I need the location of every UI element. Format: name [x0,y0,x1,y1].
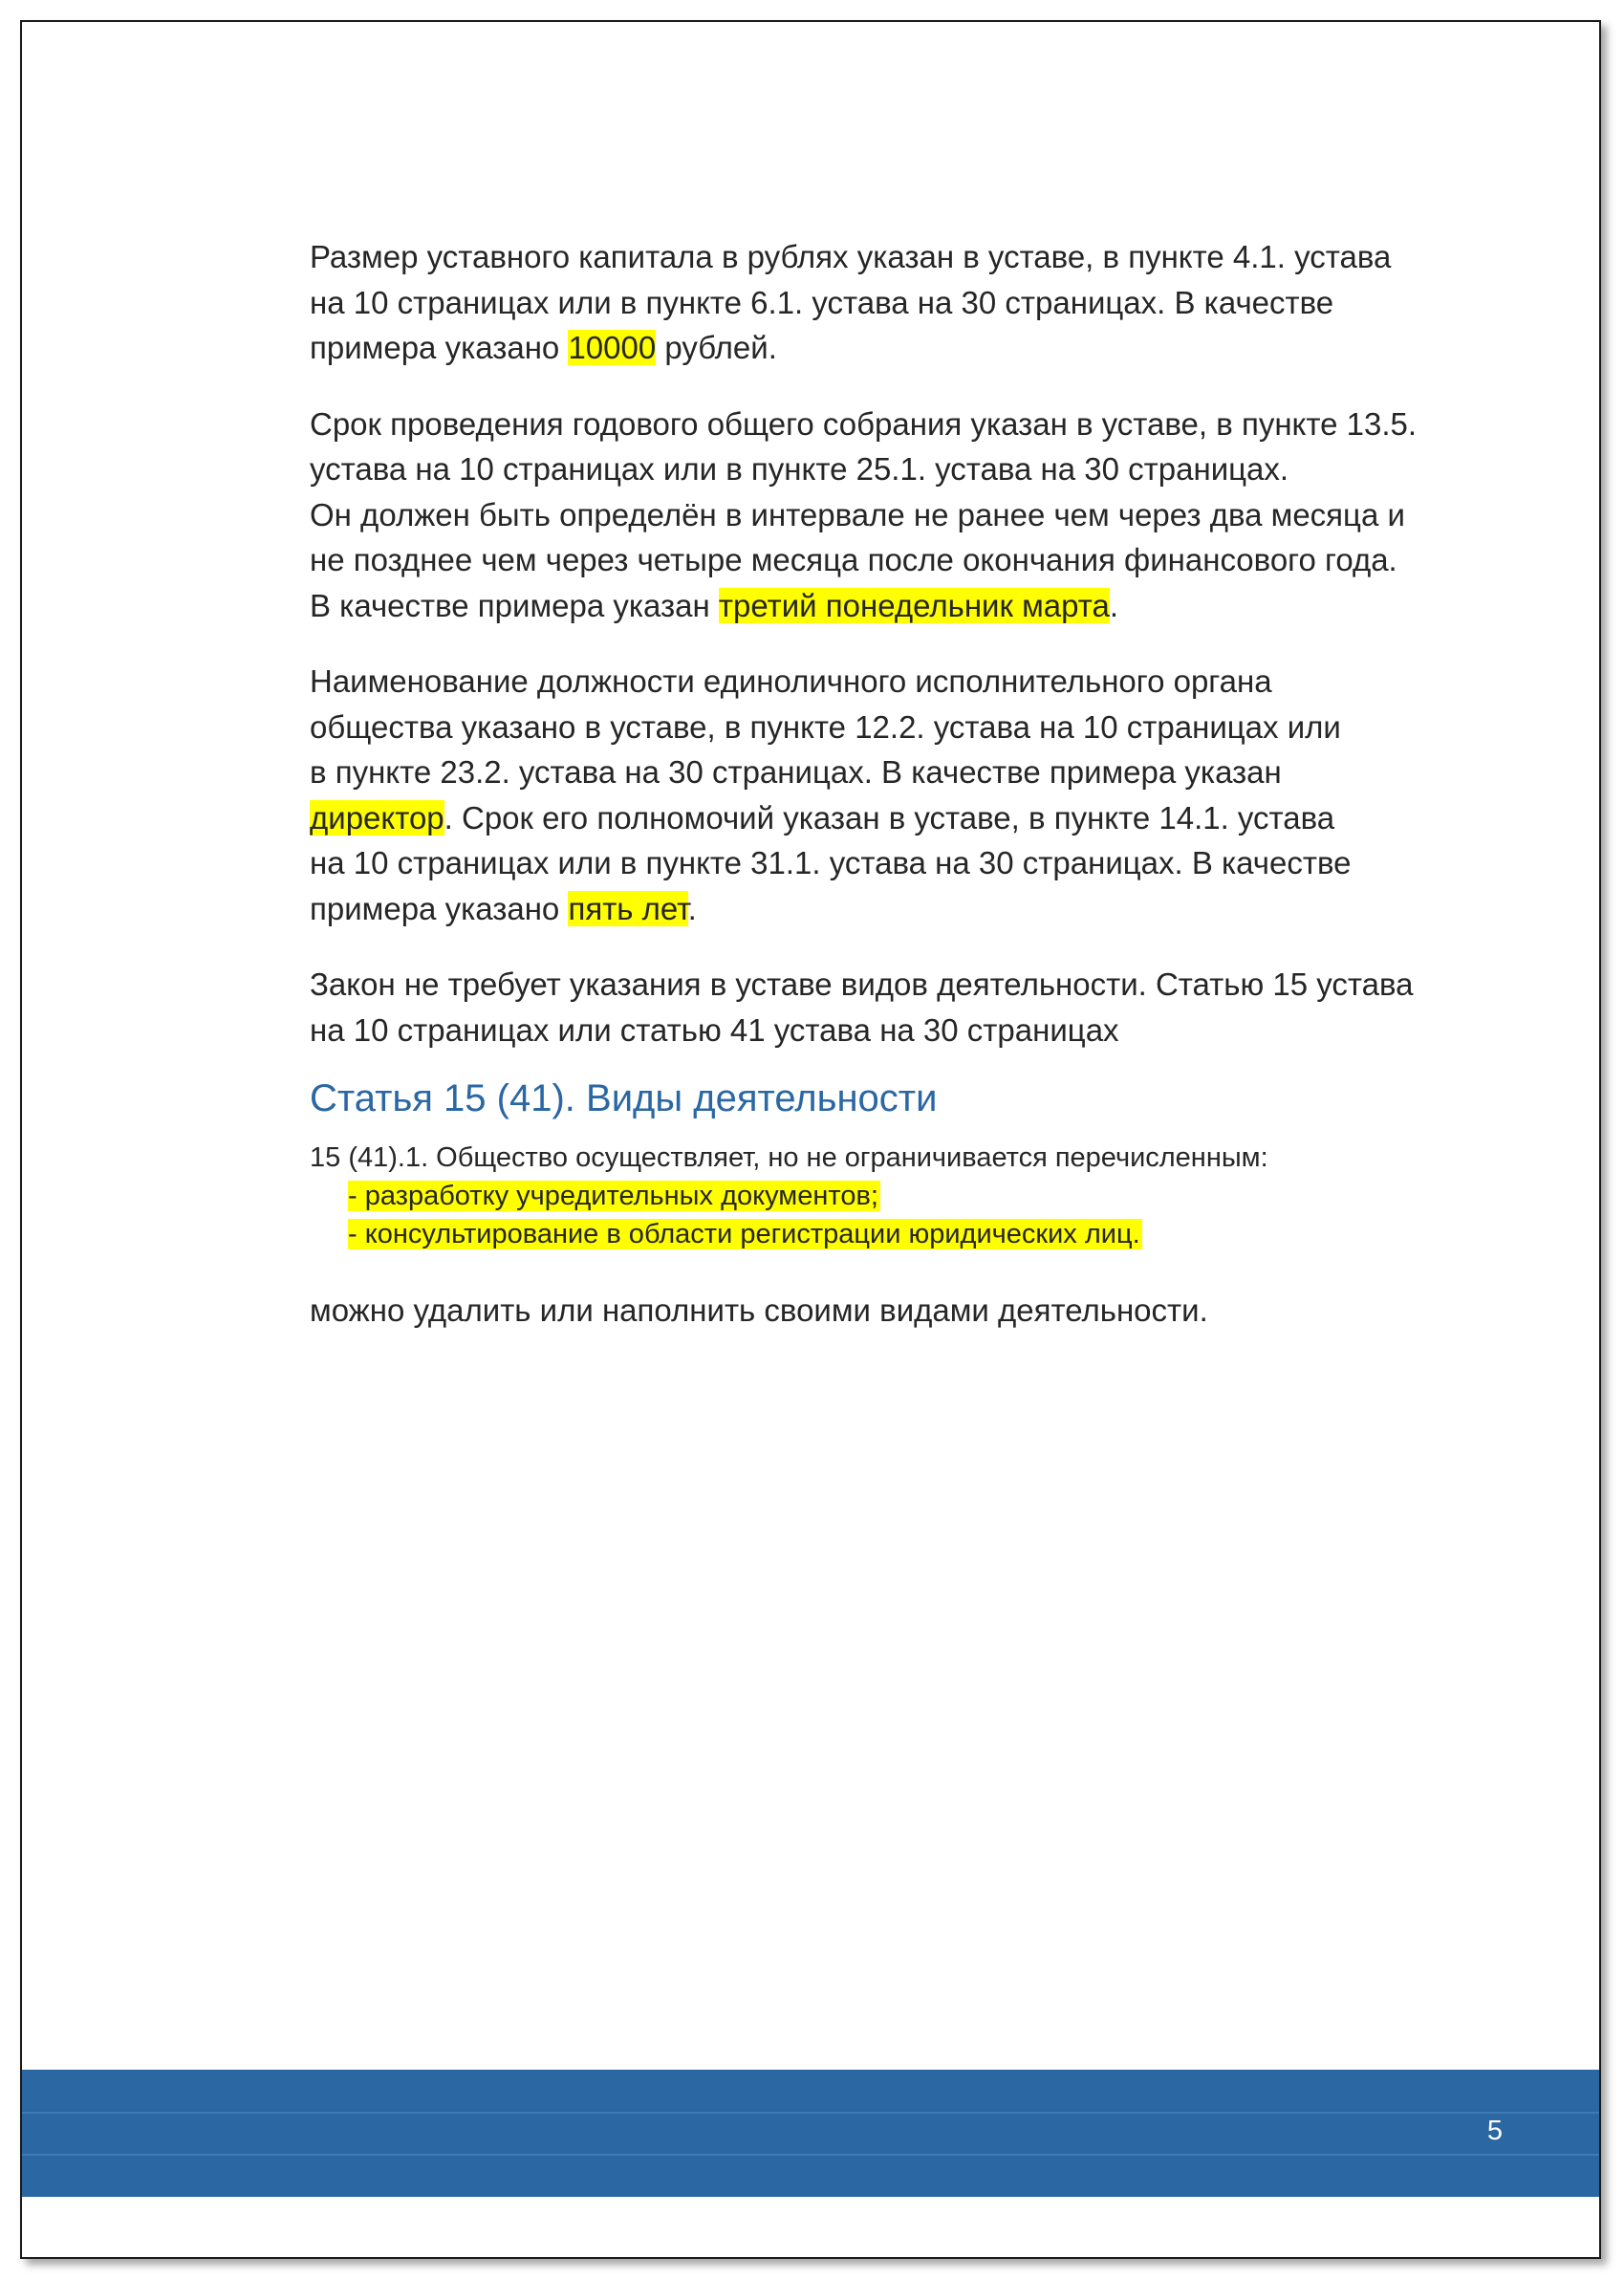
page-content [310,234,1552,1364]
paragraph-executive-body [310,659,1552,931]
highlight-position-title: директор [310,799,444,836]
list-item-text: - консультирование в области регистрации юридических лиц. [348,1219,1140,1249]
text-line: Размер уставного капитала в рублях указан в уставе, в пункте 4.1. устава [310,239,1392,274]
closing-text: можно удалить или наполнить своими видами деятельности. [310,1292,1208,1328]
page-number: 5 [1486,2116,1503,2146]
text-line: в пункте 23.2. устава на 30 страницах. В качестве примера указан [310,754,1282,790]
text-line: Срок проведения годового общего собрания указан в уставе, в пункте 13.5. [310,405,1418,442]
page-footer-band [22,2070,1599,2197]
activities-list [310,1177,1552,1253]
document-page [20,20,1601,2259]
text-line: Закон не требует указания в уставе видов деятельности. Статью 15 устава [310,966,1414,1002]
text-line: на 10 страницах или в пункте 31.1. устава на 30 страницах. В качестве [310,845,1352,880]
highlight-term: пять лет [568,890,688,926]
text-line: на 10 страницах или статью 41 устава на 30 страницах [310,1011,1119,1048]
text-line: . Срок его полномочий указан в уставе, в пункте 14.1. устава [444,799,1335,836]
text-line: примера указано [310,330,569,365]
list-item [310,1215,1552,1253]
list-item [310,1177,1552,1215]
text-line: . [1109,587,1119,623]
section-heading: Статья 15 (41). Виды деятельности [310,1077,938,1119]
text-line: общества указано в уставе, в пункте 12.2. устава на 10 страницах или [310,708,1341,745]
text-line: рублей. [656,330,777,365]
footer-stripe [22,2112,1599,2114]
text-line: не позднее чем через четыре месяца после окончания финансового года. [310,542,1397,577]
list-item-text: - разработку учредительных документов; [348,1181,878,1211]
text-line: на 10 страницах или в пункте 6.1. устава на 30 страницах. В качестве [310,284,1334,320]
paragraph-activities-note [310,962,1552,1053]
text-line: устава на 10 страницах или в пункте 25.1. устава на 30 страницах. [310,451,1289,487]
text-line: Наименование должности единоличного исполнительного органа [310,663,1272,699]
clause-text: 15 (41).1. Общество осуществляет, но не ограничивается перечисленным: [310,1142,1268,1173]
footer-stripe [22,2154,1599,2156]
highlight-capital-amount: 10000 [568,330,657,365]
text-line: В качестве примера указан [310,587,719,623]
highlight-meeting-date: третий понедельник марта [718,587,1110,623]
text-line: примера указано [310,890,569,926]
paragraph-charter-capital [310,234,1552,371]
paragraph-annual-meeting [310,402,1552,629]
text-line: . [687,890,697,926]
text-line: Он должен быть определён в интервале не ранее чем через два месяца и [310,496,1405,532]
